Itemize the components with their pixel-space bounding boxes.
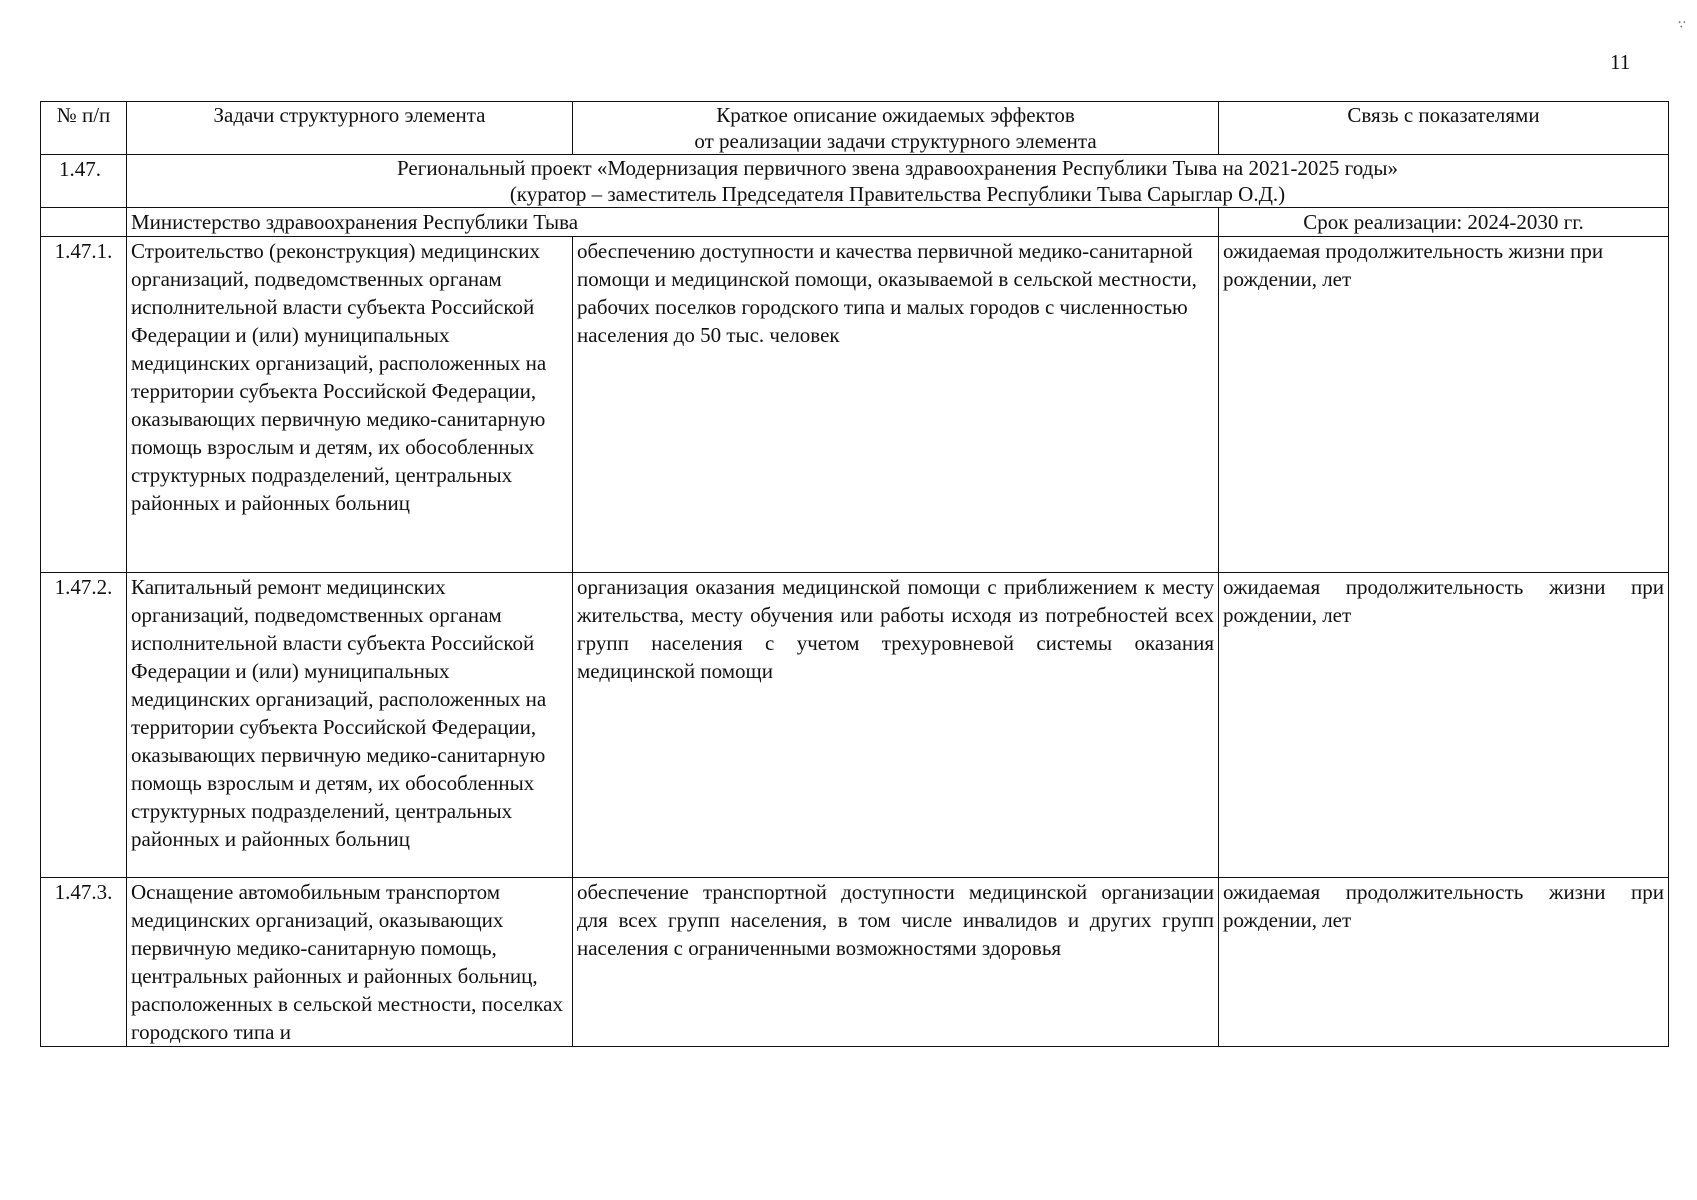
table-header-row — [41, 102, 1669, 155]
header-task: Задачи структурного элемента — [127, 102, 573, 155]
ministry-name: Министерство здравоохранения Республики Тыва — [127, 208, 1219, 237]
table-row — [41, 237, 1669, 573]
row-task: Капитальный ремонт медицинских организаций, подведомственных органам исполнительной власти субъекта Российской Федерации и (или) муниципальных медицинских организаций, расположенных на территории субъекта Российской Федерации, оказывающих первичную медико-санитарную помощь взрослым и детям, их обособленных структурных подразделений, центральных районных и районных больниц — [127, 573, 573, 878]
row-indicator: ожидаемая продолжительность жизни при рождении, лет — [1219, 878, 1669, 1047]
project-title — [127, 155, 1669, 208]
responsible-row — [41, 208, 1669, 237]
header-effects-line1: Краткое описание ожидаемых эффектов — [716, 103, 1075, 127]
page-number: 11 — [1610, 50, 1631, 74]
row-task: Строительство (реконструкция) медицинских организаций, подведомственных органам исполнительной власти субъекта Российской Федерации и (или) муниципальных медицинских организаций, расположенных на территории субъекта Российской Федерации, оказывающих первичную медико-санитарную помощь взрослым и детям, их обособленных структурных подразделений, центральных районных и районных больниц — [127, 237, 573, 573]
project-title-line2: (куратор – заместитель Председателя Правительства Республики Тыва Сарыглар О.Д.) — [509, 182, 1286, 206]
project-title-line1: Региональный проект «Модернизация первичного звена здравоохранения Республики Тыва на 2021-2025 годы» — [397, 156, 1398, 180]
responsible-empty-cell — [41, 208, 127, 237]
project-row — [41, 155, 1669, 208]
header-indicators: Связь с показателями — [1219, 102, 1669, 155]
row-effect: обеспечение транспортной доступности медицинской организации для всех групп населения, в том числе инвалидов и других групп населения с ограниченными возможностями здоровья — [573, 878, 1219, 1047]
implementation-term: Срок реализации: 2024-2030 гг. — [1219, 208, 1669, 237]
row-indicator: ожидаемая продолжительность жизни при рождении, лет — [1219, 237, 1669, 573]
row-num: 1.47.2. — [41, 573, 127, 878]
row-task: Оснащение автомобильным транспортом медицинских организаций, оказывающих первичную медико-санитарную помощь, центральных районных и районных больниц, расположенных в сельской местности, поселках городского типа и — [127, 878, 573, 1047]
row-effect: организация оказания медицинской помощи с приближением к месту жительства, месту обучения или работы исходя из потребностей всех групп населения с учетом трехуровневой системы оказания медицинской помощи — [573, 573, 1219, 878]
header-num: № п/п — [41, 102, 127, 155]
row-indicator: ожидаемая продолжительность жизни при рождении, лет — [1219, 573, 1669, 878]
row-effect: обеспечению доступности и качества первичной медико-санитарной помощи и медицинской помощи, оказываемой в сельской местности, рабочих поселков городского типа и малых городов с численностью населения до 50 тыс. человек — [573, 237, 1219, 573]
scan-corner-mark: ⁖ — [1671, 14, 1690, 35]
table-row — [41, 573, 1669, 878]
structural-element-table — [40, 101, 1669, 1047]
row-num: 1.47.1. — [41, 237, 127, 573]
row-num: 1.47.3. — [41, 878, 127, 1047]
header-effects — [573, 102, 1219, 155]
table-row — [41, 878, 1669, 1047]
project-num: 1.47. — [41, 155, 127, 208]
header-effects-line2: от реализации задачи структурного элемента — [694, 129, 1097, 153]
